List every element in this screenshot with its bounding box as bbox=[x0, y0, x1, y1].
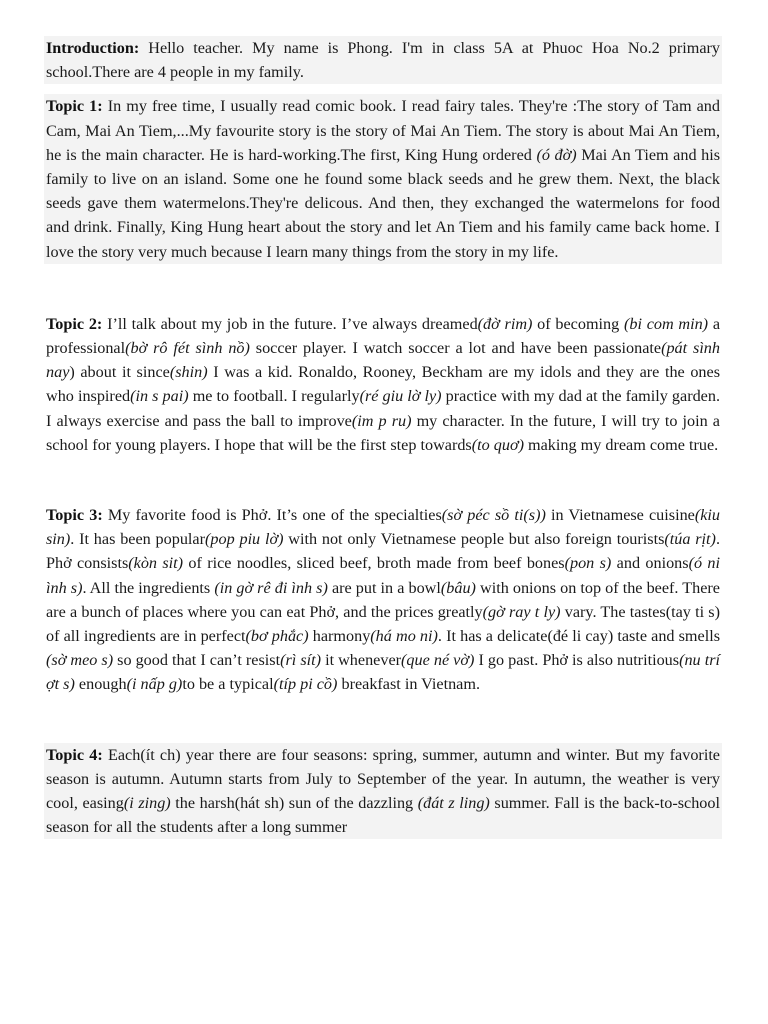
topic2-paragraph bbox=[44, 312, 722, 457]
topic4-label: Topic 4: bbox=[46, 745, 103, 764]
text-segment: I was a kid. Ronaldo, Rooney, Beckham are my idols and they are the ones who inspired bbox=[46, 363, 721, 406]
pronunciation-note: (bi com min) bbox=[623, 314, 709, 333]
pronunciation-note: (pon s) bbox=[564, 554, 612, 573]
pronunciation-note: (ó ni ình s) bbox=[46, 554, 720, 597]
pronunciation-note: (in s pai) bbox=[130, 387, 189, 406]
introduction-paragraph bbox=[44, 36, 722, 84]
topic1-paragraph bbox=[44, 94, 722, 263]
pronunciation-note: (nu trí ợt s) bbox=[46, 651, 720, 694]
pronunciation-note: (que né vờ) bbox=[401, 651, 475, 670]
pronunciation-note: (im p ru) bbox=[351, 411, 412, 430]
text-segment: of becoming bbox=[532, 314, 624, 333]
text-segment: My favorite food is Phở. It’s one of the specialties bbox=[102, 506, 442, 525]
pronunciation-note: (pát sình nay bbox=[46, 339, 720, 382]
pronunciation-note: (sờ meo s) bbox=[46, 651, 114, 670]
text-segment: are put in a bowl bbox=[327, 578, 441, 597]
pronunciation-note: (kiu sin) bbox=[46, 506, 721, 549]
pronunciation-note: (típ pi cồ) bbox=[273, 675, 338, 694]
text-segment: and onions bbox=[611, 554, 689, 573]
introduction-label: Introduction: bbox=[46, 39, 140, 57]
pronunciation-note: (đát z ling) bbox=[417, 794, 490, 813]
text-segment: in Vietnamese cuisine bbox=[545, 506, 695, 525]
pronunciation-note: (to quơ) bbox=[471, 435, 524, 454]
text-segment: me to football. I regularly bbox=[188, 387, 360, 406]
introduction-text bbox=[46, 39, 720, 81]
pronunciation-note: (bơ phắc) bbox=[245, 627, 309, 646]
pronunciation-note: (pop piu lờ) bbox=[205, 530, 284, 549]
text-segment: vary. The tastes(tay ti s) of all ingredients are in perfect bbox=[46, 602, 720, 646]
text-segment: with not only Vietnamese people but also foreign tourists bbox=[283, 530, 665, 549]
text-segment: I go past. Phở is also nutritious bbox=[474, 651, 680, 670]
pronunciation-note: (rì sít) bbox=[280, 651, 322, 670]
text-segment: In my free time, I usually read comic book. I read fairy tales. They're :The story of Tam and Cam, Mai An Tiem,...My favourite story is the story of Mai An Tiem. The story is about Mai An Tiem, he is the main character. He is hard-working.The first, King Hung ordered bbox=[46, 97, 720, 164]
topic3-label: Topic 3: bbox=[46, 506, 103, 525]
text-segment: Hello teacher. My name is Phong. I'm in class 5A at Phuoc Hoa No.2 primary school.There are 4 people in my family. bbox=[46, 39, 720, 82]
text-segment: with onions on top of the beef. There are a bunch of places where you can eat Phở, and the prices greatly bbox=[46, 578, 720, 621]
text-segment: of rice noodles, sliced beef, broth made from beef bones bbox=[183, 554, 565, 573]
text-segment: breakfast in Vietnam. bbox=[337, 675, 480, 694]
text-segment: my character. In the future, I will try to join a school for young players. I hope that will be the first step towards bbox=[46, 411, 720, 454]
text-segment: harmony bbox=[308, 627, 371, 646]
text-segment: making my dream come true. bbox=[523, 435, 719, 454]
topic4-paragraph bbox=[44, 743, 722, 840]
pronunciation-note: (shin) bbox=[169, 363, 208, 382]
text-segment: practice with my dad at the family garden. I always exercise and pass the ball to improve bbox=[46, 387, 721, 430]
text-segment: to be a typical bbox=[182, 675, 274, 694]
text-segment: . Phở consists bbox=[46, 530, 720, 573]
text-segment: summer. Fall is the back-to-school season for all the students after a long summer bbox=[46, 794, 720, 837]
pronunciation-note: (túa rịt) bbox=[664, 530, 716, 549]
text-segment: a professional bbox=[46, 314, 721, 358]
text-segment: so good that I can’t resist bbox=[113, 651, 281, 670]
pronunciation-note: (bâu) bbox=[440, 578, 476, 597]
text-segment: . All the ingredients bbox=[82, 578, 215, 597]
pronunciation-note: (i zing) bbox=[123, 794, 171, 813]
topic3-paragraph bbox=[44, 503, 722, 697]
text-segment: . It has a delicate(đé li cay) taste and smells bbox=[437, 627, 721, 646]
pronunciation-note: (kòn sit) bbox=[128, 554, 184, 573]
text-segment: it whenever bbox=[321, 651, 402, 670]
pronunciation-note: (ré giu lờ ly) bbox=[359, 387, 442, 406]
text-segment: enough bbox=[74, 675, 127, 694]
text-segment: . It has been popular bbox=[70, 530, 205, 549]
pronunciation-note: (gờ ray t ly) bbox=[482, 602, 561, 621]
text-segment: I’ll talk about my job in the future. I’ve always dreamed bbox=[102, 314, 478, 333]
topic4-text bbox=[46, 746, 720, 837]
pronunciation-note: (sờ péc sồ ti(s)) bbox=[441, 506, 546, 525]
topic1-label: Topic 1: bbox=[46, 97, 103, 116]
text-segment: ) about it since bbox=[69, 363, 170, 382]
pronunciation-note: (đờ rim) bbox=[477, 314, 533, 333]
topic1-text bbox=[46, 97, 720, 260]
text-segment: Mai An Tiem and his family to live on an island. Some one he found some black seeds and he grew them. Next, the black seeds gave them watermelons.They're delicous. And then, they exchanged the watermelons for food and drink. Finally, King Hung heart about the story and let An Tiem and his family came back home. I love the story very much because I learn many things from the story in my life. bbox=[46, 145, 721, 261]
text-segment: Each(ít ch) year there are four seasons: spring, summer, autumn and winter. But my favorite season is autumn. Autumn starts from July to September of the year. In autumn, the weather is very cool, easing bbox=[46, 745, 720, 813]
pronunciation-note: (ó đờ) bbox=[536, 145, 577, 164]
topic2-text bbox=[46, 315, 720, 454]
pronunciation-note: (há mo ni) bbox=[370, 627, 438, 646]
text-segment: the harsh(hát sh) sun of the dazzling bbox=[170, 794, 418, 813]
topic3-text bbox=[46, 506, 720, 693]
pronunciation-note: (i nấp g) bbox=[126, 675, 183, 694]
text-segment: soccer player. I watch soccer a lot and have been passionate bbox=[249, 339, 662, 358]
pronunciation-note: (in gờ rê đi ình s) bbox=[214, 578, 328, 597]
topic2-label: Topic 2: bbox=[46, 314, 103, 333]
pronunciation-note: (bờ rô fét sình nồ) bbox=[125, 339, 250, 358]
